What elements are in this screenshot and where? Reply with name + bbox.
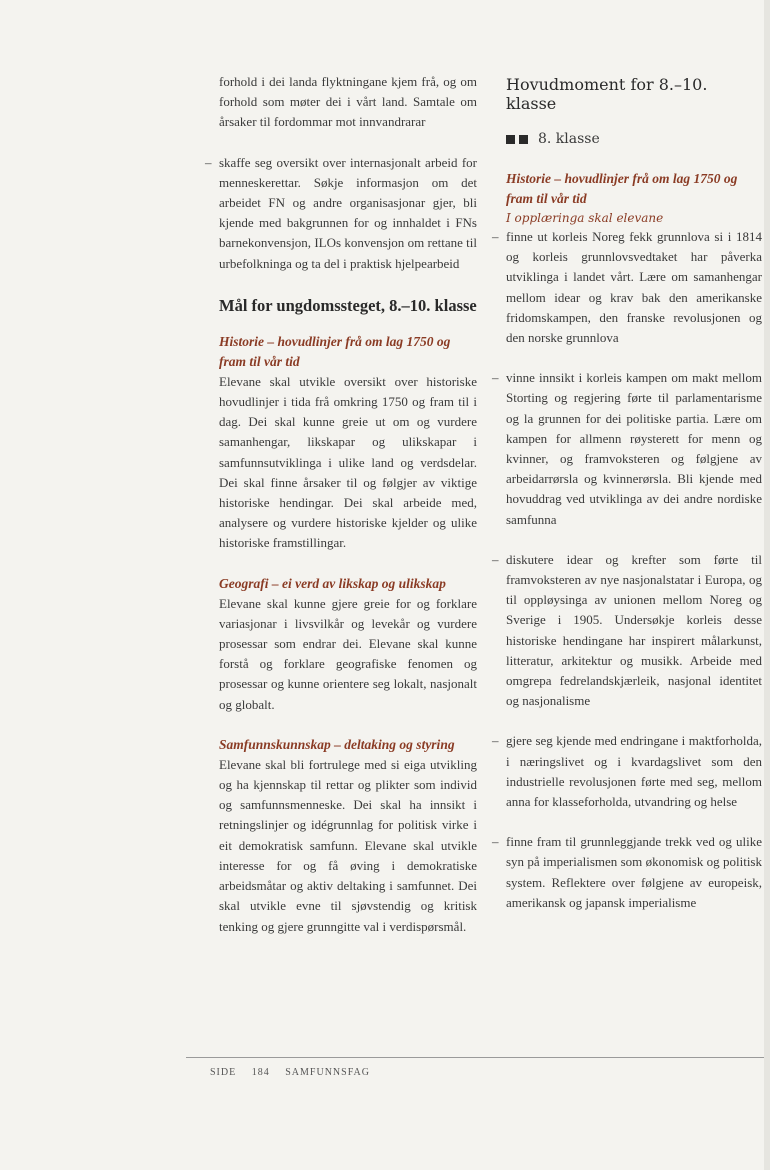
square-bullet-icon (519, 135, 528, 144)
footer-side-label: SIDE (210, 1067, 237, 1078)
bullet-item: – diskutere idear og krefter som førte til framvoksteren av nye nasjonalstatar i Europa, og til oppløysinga av unionen mellom Noreg og Sverige i 1905. Undersøkje korleis desse historiske hendingane har inspirert målarkunst, litteratur, arkitektur og musikk. Arbeide med omgrepa fedrelandskjærleik, nasjonal identitet og nasjonalisme (492, 551, 762, 709)
page-number: 184 (251, 1067, 270, 1078)
bullet-item: – gjere seg kjende med endringane i maktforholda, i næringslivet og i kvardagslivet som den industrielle revolusjonen førte med seg, mellom anna for klasseforholda, utvandring og helse (492, 733, 762, 810)
history-subheading: Historie – hovudlinjer frå om lag 1750 og fram til vår tid (219, 333, 451, 369)
left-column (205, 72, 477, 937)
bullet-item: – finne ut korleis Noreg fekk grunnlova si i 1814 og korleis grunnlovsvedtaket har påverka utviklinga i landet vårt. Lære om samanhengar mellom idear og krav bak den amerikanske fridomskampen, den franske revolusjonen og den norske grunnlova (492, 229, 762, 346)
subject-label: SAMFUNNSFAG (285, 1067, 370, 1078)
grade-heading (506, 131, 762, 147)
geography-subheading: Geografi – ei verd av likskap og ulikskap (219, 575, 446, 591)
geography-paragraph: Elevane skal kunne gjere greie for og forklare variasjonar i livsvilkår og levekår og vurdere prosessar som endrar dei. Elevane skal kunne forstå og forklare geografiske fenomen og prosessar og kunne orientere seg lokalt, nasjonalt og globalt. (219, 595, 477, 712)
history-subheading: Historie – hovudlinjer frå om lag 1750 og fram til vår tid (506, 171, 738, 206)
intro-paragraph: forhold i dei landa flyktningane kjem frå, og om forhold som møter dei i vårt land. Samtale om årsaker til fordommar mot innvandrarar (219, 74, 477, 130)
social-studies-subheading: Samfunnskunnskap – deltaking og styring (219, 736, 455, 752)
grade-label: 8. klasse (538, 131, 600, 147)
bullet-text: vinne innsikt i korleis kampen om makt mellom Storting og regjering førte til parlamentarisme og la grunnen for dei politiske partia. Lære om kampen for allmenn røysterett for menn og kvinner, og framvoksteren og følgjene av arbeidarrørsla og kvinnerørsla. Bli kjende med hovuddrag ved utviklinga av dei andre nordiske samfunna (506, 370, 762, 527)
bullet-text: diskutere idear og krefter som førte til framvoksteren av nye nasjonalstatar i Europa, og til oppløysinga av unionen mellom Noreg og Sverige i 1905. Undersøkje korleis desse historiske hendingane har inspirert målarkunst, litteratur, arkitektur og musikk. Arbeide med omgrepa fedrelandskjærleik, nasjonal identitet og nasjonalisme (506, 551, 762, 709)
section-heading: Mål for ungdomssteget, 8.–10. klasse (219, 295, 477, 315)
bullet-text: gjere seg kjende med endringane i maktforholda, i næringslivet og i kvardagslivet som den industrielle revolusjonen førte med seg, mellom anna for klasseforholda, utvandring og helse (506, 733, 762, 810)
bullet-item: – skaffe seg oversikt over internasjonalt arbeid for menneskerettar. Søkje informasjon om det arbeidet FN og andre organisasjonar gjer, bli kjende med bakgrunnen for og innhaldet i FNs barnekonvensjon, ILOs konvensjon om rettane til urbefolkninga og ta del i praktisk hjelpearbeid (205, 154, 477, 271)
square-bullet-icon (506, 135, 515, 144)
footer-rule (186, 1057, 766, 1058)
bullet-item: – finne fram til grunnleggjande trekk ved og ulike syn på imperialismen som økonomisk og politisk system. Reflektere over følgjene av europeisk, amerikansk og japansk imperialisme (492, 834, 762, 910)
main-points-heading: Hovudmoment for 8.–10. klasse (506, 75, 708, 113)
page-footer (210, 1067, 382, 1078)
history-paragraph: Elevane skal utvikle oversikt over historiske hovudlinjer i tida frå omkring 1750 og fram til i dag. Dei skal kunne greie ut om og vurdere samanhengar, likskapar og ulikskapar i samfunnsutviklinga i ulike land og verdsdelar. Dei skal finne årsaker til og følgjer av viktige historiske hendingar. Dei skal arbeide med, analysere og vurdere historiske kjelder og ulike historiske framstillingar. (219, 373, 477, 551)
bullet-text: finne fram til grunnleggjande trekk ved og ulike syn på imperialismen som økonomisk og politisk system. Reflektere over følgjene av europeisk, amerikansk og japansk imperialisme (506, 834, 762, 910)
bullet-text: skaffe seg oversikt over internasjonalt arbeid for menneskerettar. Søkje informasjon om det arbeidet FN og andre organisasjonar gjer, bli kjende med bakgrunnen for og innhaldet i FNs barnekonvensjon, ILOs konvensjon om rettane til urbefolkninga og ta del i praktisk hjelpearbeid (219, 154, 477, 271)
bullet-item: – vinne innsikt i korleis kampen om makt mellom Storting og regjering førte til parlamentarisme og la grunnen for dei politiske partia. Lære om kampen for allmenn røysterett for menn og kvinner, og framvoksteren og følgjene av arbeidarrørsla og kvinnerørsla. Bli kjende med hovuddrag ved utviklinga av dei andre nordiske samfunna (492, 370, 762, 527)
bullet-text: finne ut korleis Noreg fekk grunnlova si i 1814 og korleis grunnlovsvedtaket har påverka utviklinga i landet vårt. Lære om samanhengar mellom idear og krav bak den amerikanske fridomskampen, den franske revolusjonen og den norske grunnlova (506, 229, 762, 346)
instruction-subheading: I opplæringa skal elevane (506, 211, 664, 225)
right-column (492, 75, 762, 913)
page-edge (764, 0, 770, 1170)
social-studies-paragraph: Elevane skal bli fortrulege med si eiga utvikling og ha kjennskap til rettar og plikter som individ og samfunnsmenneske. Dei skal ha innsikt i retningslinjer og idégrunnlag for politisk virke i eit demokratisk samfunn. Elevane skal utvikle interesse for og få øving i demokratiske arbeidsmåtar og aktiv deltaking i samfunnet. Dei skal utvikle evne til sjøvstendig og kritisk tenking og gjere grunngitte val i verdispørsmål. (219, 756, 477, 934)
